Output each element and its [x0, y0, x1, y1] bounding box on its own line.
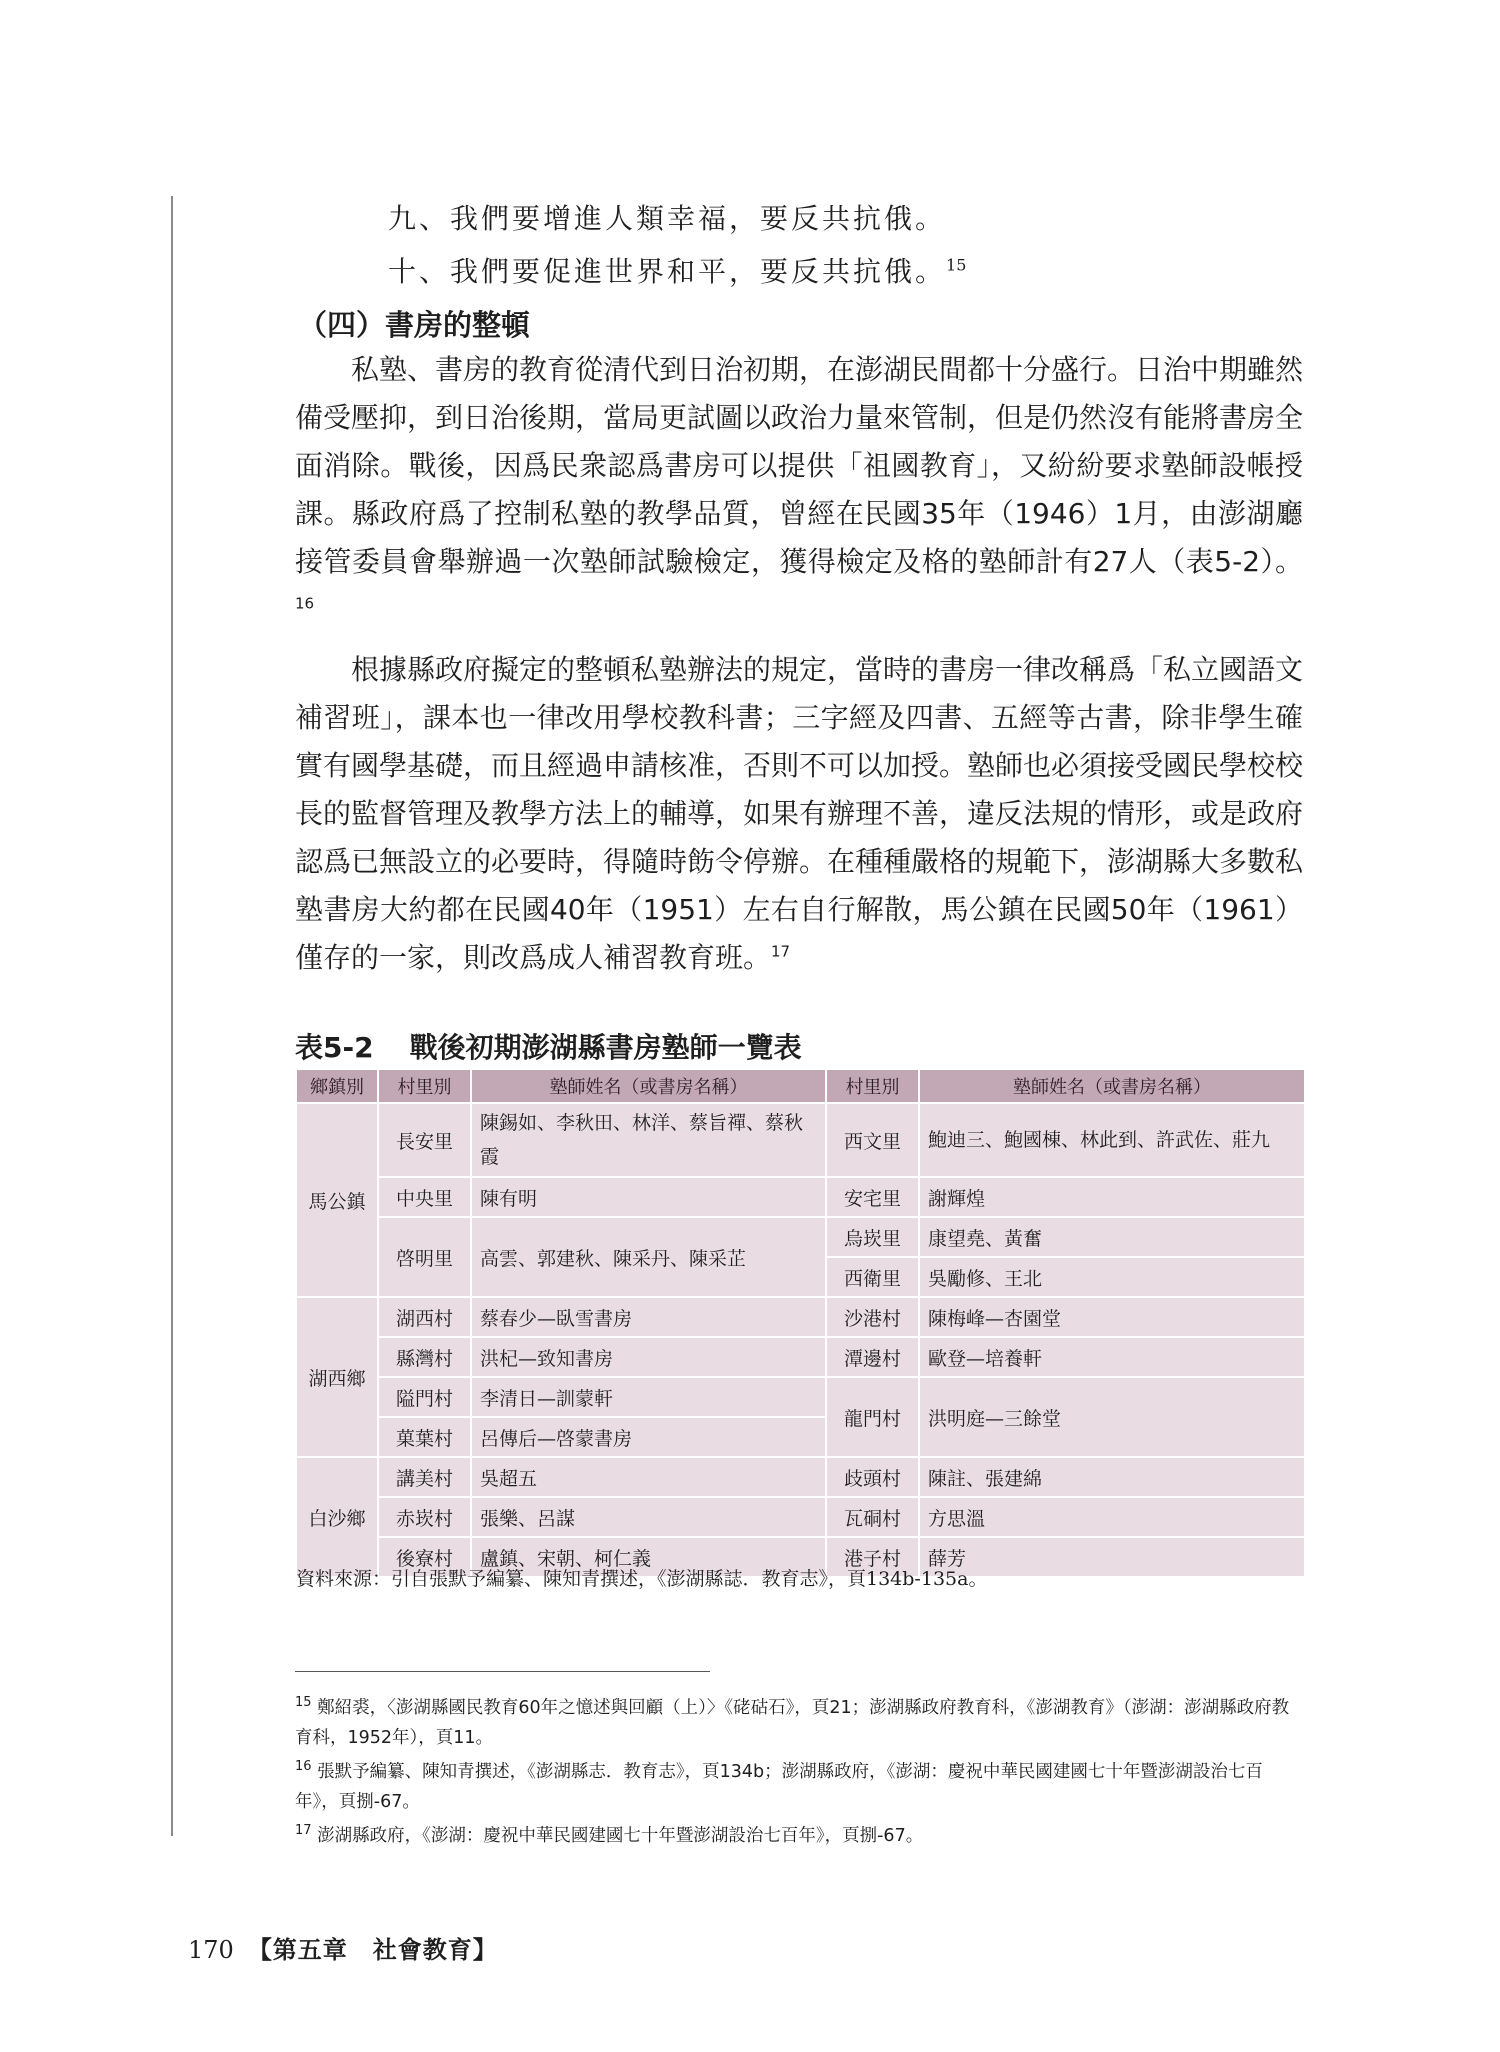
footnote-ref-17[interactable]: 17 [771, 942, 791, 961]
header-township: 鄉鎮別 [296, 1069, 378, 1103]
footnote-16: $^{16}$ 張默予編纂、陳知青撰述，《澎湖縣志．教育志》，頁134b；澎湖縣政府，《澎湖：慶祝中華民國建國七十年暨澎湖設治七百年》，頁捌-67。 [295, 1759, 1263, 1812]
village-cell: 赤崁村 [378, 1497, 471, 1537]
table-row [296, 1337, 1305, 1377]
page-number: 170 [188, 1936, 234, 1964]
footnote-15: $^{15}$ 鄭紹裘，〈澎湖縣國民教育60年之憶述與回顧（上）〉《硓𥑮石》，頁21；澎湖縣政府教育科，《澎湖教育》（澎湖：澎湖縣政府教育科，1952年），頁11。 [295, 1695, 1290, 1748]
footnote-divider [295, 1671, 710, 1672]
footnote-17: $^{17}$ 澎湖縣政府，《澎湖：慶祝中華民國建國七十年暨澎湖設治七百年》，頁捌-67。 [295, 1823, 924, 1846]
teacher-roster-table [295, 1068, 1306, 1578]
teachers-cell: 呂傳后—啓蒙書房 [471, 1417, 826, 1457]
table-row [296, 1103, 1305, 1177]
village-cell: 西文里 [826, 1103, 919, 1177]
teachers-cell: 歐登—培養軒 [919, 1337, 1305, 1377]
header-village: 村里別 [378, 1069, 471, 1103]
teachers-cell: 鮑迪三、鮑國棟、林此到、許武佐、莊九 [919, 1103, 1305, 1177]
table-row [296, 1377, 1305, 1417]
teachers-cell: 謝輝煌 [919, 1177, 1305, 1217]
teachers-cell: 陳有明 [471, 1177, 826, 1217]
oath-line-9: 九、我們要增進人類幸福，要反共抗俄。 [388, 202, 947, 235]
village-cell: 隘門村 [378, 1377, 471, 1417]
footnote-ref-15[interactable]: 15 [946, 255, 967, 275]
table-title: 戰後初期澎湖縣書房塾師一覽表 [409, 1031, 802, 1064]
page-footer [188, 1930, 498, 1965]
village-cell: 沙港村 [826, 1297, 919, 1337]
teachers-cell: 陳註、張建綿 [919, 1457, 1305, 1497]
teachers-cell: 薛芳 [919, 1537, 1305, 1577]
teachers-cell: 方思溫 [919, 1497, 1305, 1537]
table-source-note: 資料來源：引自張默予編纂、陳知青撰述，《澎湖縣誌．教育志》，頁134b-135a。 [296, 1568, 988, 1590]
table-row [296, 1217, 1305, 1257]
village-cell: 歧頭村 [826, 1457, 919, 1497]
teachers-cell: 康望堯、黃奮 [919, 1217, 1305, 1257]
header-teachers-right: 塾師姓名（或書房名稱） [919, 1069, 1305, 1103]
township-cell: 馬公鎮 [296, 1103, 378, 1297]
header-teachers: 塾師姓名（或書房名稱） [471, 1069, 826, 1103]
teachers-cell: 李清日—訓蒙軒 [471, 1377, 826, 1417]
township-cell: 白沙鄉 [296, 1457, 378, 1577]
teachers-cell: 高雲、郭建秋、陳采丹、陳采芷 [471, 1217, 826, 1297]
village-cell: 中央里 [378, 1177, 471, 1217]
village-cell: 烏崁里 [826, 1217, 919, 1257]
footnote-ref-16[interactable]: 16 [295, 594, 315, 613]
township-cell: 湖西鄉 [296, 1297, 378, 1457]
village-cell: 西衛里 [826, 1257, 919, 1297]
teachers-cell: 吳勵修、王北 [919, 1257, 1305, 1297]
village-cell: 啓明里 [378, 1217, 471, 1297]
teachers-cell: 吳超五 [471, 1457, 826, 1497]
chapter-label: 【第五章 社會教育】 [247, 1935, 498, 1964]
table-row [296, 1297, 1305, 1337]
teachers-cell: 陳梅峰—杏園堂 [919, 1297, 1305, 1337]
teachers-cell: 洪明庭—三餘堂 [919, 1377, 1305, 1457]
teachers-cell: 陳錫如、李秋田、林洋、蔡旨禪、蔡秋霞 [471, 1103, 826, 1177]
village-cell: 後寮村 [378, 1537, 471, 1577]
oath-line-10: 十、我們要促進世界和平，要反共抗俄。$^{15}$ [388, 255, 967, 288]
village-cell: 瓦硐村 [826, 1497, 919, 1537]
paragraph-1: 私塾、書房的教育從清代到日治初期，在澎湖民間都十分盛行。日治中期雖然備受壓抑，到日治後期，當局更試圖以政治力量來管制，但是仍然沒有能將書房全面消除。戰後，因爲民衆認爲書房可以提供「祖國教育」，又紛紛要求塾師設帳授課。縣政府爲了控制私塾的教學品質，曾經在民國35年（1946）1月，由澎湖廳接管委員會舉辦過一次塾師試驗檢定，獲得檢定及格的塾師計有27人（表5-2）。$^{16}$ [295, 353, 1304, 613]
table-caption [295, 1026, 802, 1066]
village-cell: 湖西村 [378, 1297, 471, 1337]
table-row [296, 1457, 1305, 1497]
paragraph-2: 根據縣政府擬定的整頓私塾辦法的規定，當時的書房一律改稱爲「私立國語文補習班」，課本也一律改用學校教科書；三字經及四書、五經等古書，除非學生確實有國學基礎，而且經過申請核准，否則不可以加授。塾師也必須接受國民學校校長的監督管理及教學方法上的輔導，如果有辦理不善，違反法規的情形，或是政府認爲已無設立的必要時，得隨時飭令停辦。在種種嚴格的規範下，澎湖縣大多數私塾書房大約都在民國40年（1951）左右自行解散，馬公鎮在民國50年（1961）僅存的一家，則改爲成人補習教育班。$^{17}$ [295, 653, 1304, 974]
teachers-cell: 洪杞—致知書房 [471, 1337, 826, 1377]
village-cell: 長安里 [378, 1103, 471, 1177]
village-cell: 縣灣村 [378, 1337, 471, 1377]
village-cell: 講美村 [378, 1457, 471, 1497]
margin-rule [171, 196, 173, 1836]
village-cell: 港子村 [826, 1537, 919, 1577]
village-cell: 安宅里 [826, 1177, 919, 1217]
footnote-number: 15 [295, 1695, 312, 1710]
village-cell: 菓葉村 [378, 1417, 471, 1457]
table-row [296, 1177, 1305, 1217]
village-cell: 潭邊村 [826, 1337, 919, 1377]
teachers-cell: 張樂、呂謀 [471, 1497, 826, 1537]
section-heading: （四）書房的整頓 [298, 308, 531, 342]
footnote-number: 16 [295, 1759, 312, 1774]
teachers-cell: 盧鎮、宋朝、柯仁義 [471, 1537, 826, 1577]
table-header-row [296, 1069, 1305, 1103]
village-cell: 龍門村 [826, 1377, 919, 1457]
footnote-number: 17 [295, 1823, 312, 1838]
teachers-cell: 蔡春少—臥雪書房 [471, 1297, 826, 1337]
table-number: 表5-2 [295, 1031, 374, 1064]
table-row [296, 1497, 1305, 1537]
header-village-right: 村里別 [826, 1069, 919, 1103]
